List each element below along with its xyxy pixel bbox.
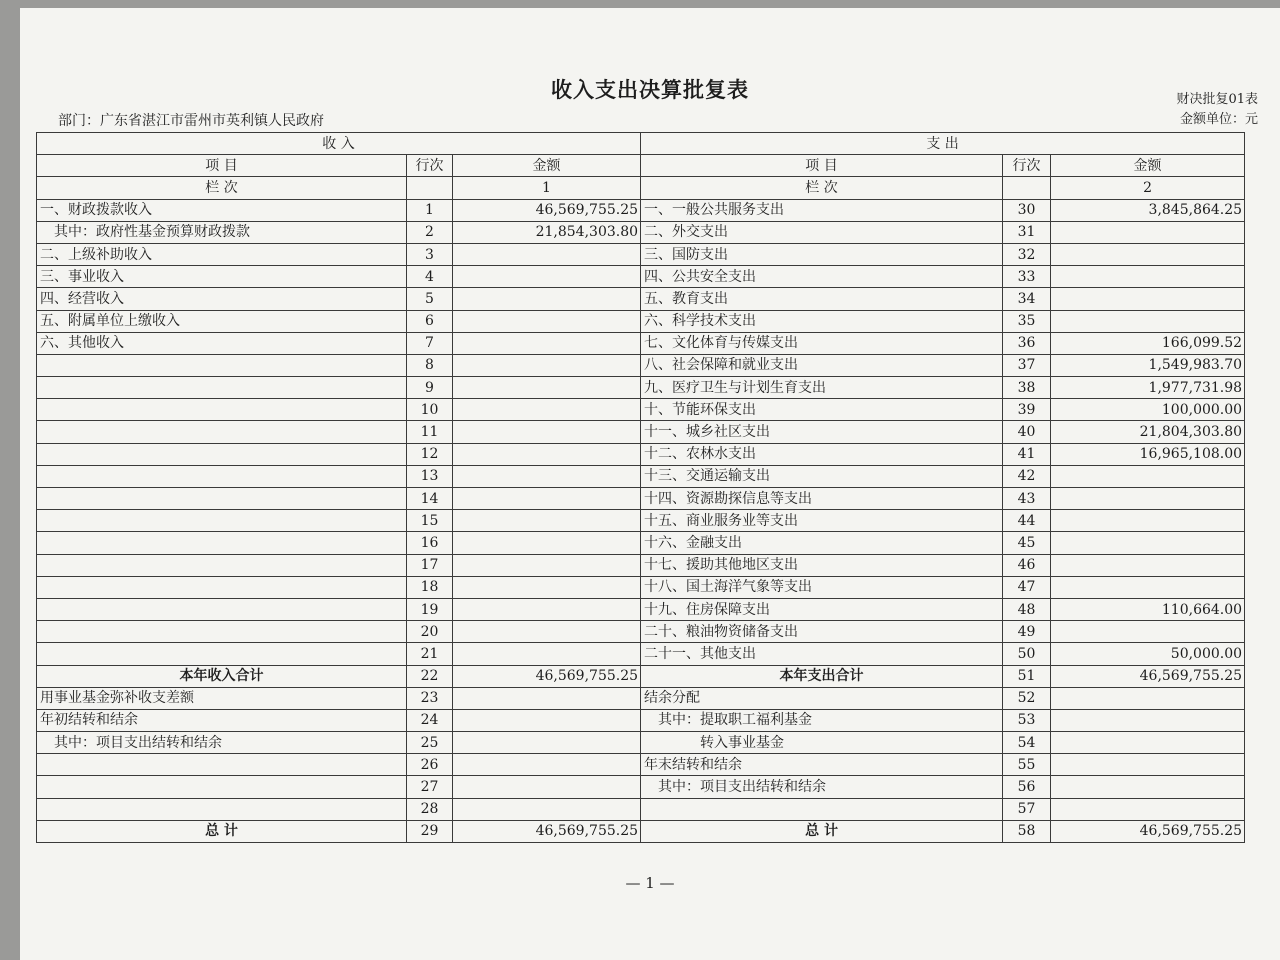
- expense-row-no-header: 行次: [1003, 155, 1051, 177]
- expense-item-cell: 四、公共安全支出: [641, 266, 1003, 288]
- expense-item-cell: 十六、金融支出: [641, 532, 1003, 554]
- table-row: [37, 687, 1245, 709]
- income-lanci-label: 栏 次: [37, 177, 407, 199]
- expense-amount-cell: 100,000.00: [1051, 399, 1245, 421]
- expense-item-cell: 十一、城乡社区支出: [641, 421, 1003, 443]
- income-item-cell: [37, 776, 407, 798]
- income-item-cell: 二、上级补助收入: [37, 243, 407, 265]
- expense-item-cell: 十四、资源勘探信息等支出: [641, 488, 1003, 510]
- income-amount-cell: [453, 288, 641, 310]
- expense-item-cell: 五、教育支出: [641, 288, 1003, 310]
- column-number-row: [37, 177, 1245, 199]
- expense-item-cell: 十、节能环保支出: [641, 399, 1003, 421]
- expense-amount-cell: 50,000.00: [1051, 643, 1245, 665]
- income-amount-cell: [453, 687, 641, 709]
- expense-item-cell: 本年支出合计: [641, 665, 1003, 687]
- income-row-number-cell: 16: [407, 532, 453, 554]
- expense-item-cell: 七、文化体育与传媒支出: [641, 332, 1003, 354]
- table-row: [37, 243, 1245, 265]
- table-row: [37, 221, 1245, 243]
- income-amount-cell: 46,569,755.25: [453, 820, 641, 842]
- expense-amount-cell: [1051, 221, 1245, 243]
- income-row-number-cell: 18: [407, 576, 453, 598]
- table-row: [37, 266, 1245, 288]
- expense-row-number-cell: 42: [1003, 465, 1051, 487]
- expense-item-cell: 转入事业基金: [641, 732, 1003, 754]
- expense-lanci-blank: [1003, 177, 1051, 199]
- income-item-cell: [37, 421, 407, 443]
- income-row-number-cell: 2: [407, 221, 453, 243]
- income-row-number-cell: 3: [407, 243, 453, 265]
- income-item-cell: 一、财政拨款收入: [37, 199, 407, 221]
- income-row-number-cell: 17: [407, 554, 453, 576]
- income-item-cell: 五、附属单位上缴收入: [37, 310, 407, 332]
- expense-row-number-cell: 35: [1003, 310, 1051, 332]
- expense-row-number-cell: 47: [1003, 576, 1051, 598]
- department-label: 部门：广东省湛江市雷州市英利镇人民政府: [58, 113, 324, 129]
- table-row: [37, 377, 1245, 399]
- income-row-number-cell: 19: [407, 598, 453, 620]
- expense-row-number-cell: 37: [1003, 354, 1051, 376]
- expense-row-number-cell: 30: [1003, 199, 1051, 221]
- expense-column-number: 2: [1051, 177, 1245, 199]
- income-row-number-cell: 12: [407, 443, 453, 465]
- income-row-number-cell: 6: [407, 310, 453, 332]
- income-row-number-cell: 4: [407, 266, 453, 288]
- expense-amount-cell: [1051, 776, 1245, 798]
- income-amount-cell: [453, 798, 641, 820]
- income-amount-cell: [453, 510, 641, 532]
- expense-item-cell: 十八、国土海洋气象等支出: [641, 576, 1003, 598]
- table-row: [37, 665, 1245, 687]
- expense-row-number-cell: 38: [1003, 377, 1051, 399]
- expense-item-cell: 年末结转和结余: [641, 754, 1003, 776]
- income-item-cell: 六、其他收入: [37, 332, 407, 354]
- income-amount-cell: [453, 354, 641, 376]
- income-row-number-cell: 9: [407, 377, 453, 399]
- expense-item-cell: 总 计: [641, 820, 1003, 842]
- expense-item-cell: 九、医疗卫生与计划生育支出: [641, 377, 1003, 399]
- table-row: [37, 598, 1245, 620]
- table-row: [37, 310, 1245, 332]
- table-row: [37, 709, 1245, 731]
- income-expense-table: [36, 132, 1245, 843]
- income-item-cell: 三、事业收入: [37, 266, 407, 288]
- table-row: [37, 621, 1245, 643]
- income-group-header: 收 入: [37, 133, 641, 155]
- expense-row-number-cell: 41: [1003, 443, 1051, 465]
- income-row-number-cell: 5: [407, 288, 453, 310]
- income-row-number-cell: 1: [407, 199, 453, 221]
- income-item-cell: 总 计: [37, 820, 407, 842]
- expense-amount-cell: 3,845,864.25: [1051, 199, 1245, 221]
- income-row-number-cell: 15: [407, 510, 453, 532]
- income-item-cell: 用事业基金弥补收支差额: [37, 687, 407, 709]
- expense-amount-cell: [1051, 288, 1245, 310]
- expense-item-cell: 二十一、其他支出: [641, 643, 1003, 665]
- column-header-row: [37, 155, 1245, 177]
- expense-row-number-cell: 46: [1003, 554, 1051, 576]
- expense-item-cell: 结余分配: [641, 687, 1003, 709]
- income-amount-cell: [453, 643, 641, 665]
- income-row-number-cell: 27: [407, 776, 453, 798]
- expense-amount-cell: [1051, 243, 1245, 265]
- expense-item-cell: 六、科学技术支出: [641, 310, 1003, 332]
- table-row: [37, 510, 1245, 532]
- income-amount-cell: [453, 776, 641, 798]
- income-item-cell: [37, 443, 407, 465]
- income-row-number-cell: 14: [407, 488, 453, 510]
- expense-amount-cell: [1051, 709, 1245, 731]
- income-lanci-blank: [407, 177, 453, 199]
- expense-item-cell: 二十、粮油物资储备支出: [641, 621, 1003, 643]
- expense-amount-cell: [1051, 488, 1245, 510]
- table-row: [37, 354, 1245, 376]
- expense-item-cell: 十九、住房保障支出: [641, 598, 1003, 620]
- expense-row-number-cell: 53: [1003, 709, 1051, 731]
- expense-row-number-cell: 51: [1003, 665, 1051, 687]
- expense-row-number-cell: 50: [1003, 643, 1051, 665]
- income-row-number-cell: 13: [407, 465, 453, 487]
- expense-amount-cell: [1051, 798, 1245, 820]
- income-amount-cell: [453, 554, 641, 576]
- income-item-cell: [37, 643, 407, 665]
- expense-amount-cell: 110,664.00: [1051, 598, 1245, 620]
- income-amount-cell: [453, 443, 641, 465]
- income-item-cell: [37, 354, 407, 376]
- income-row-number-cell: 25: [407, 732, 453, 754]
- expense-row-number-cell: 43: [1003, 488, 1051, 510]
- table-row: [37, 443, 1245, 465]
- expense-item-cell: 三、国防支出: [641, 243, 1003, 265]
- income-item-cell: [37, 488, 407, 510]
- income-item-cell: 四、经营收入: [37, 288, 407, 310]
- table-row: [37, 465, 1245, 487]
- expense-row-number-cell: 49: [1003, 621, 1051, 643]
- income-row-number-cell: 23: [407, 687, 453, 709]
- income-item-cell: [37, 576, 407, 598]
- income-row-number-cell: 21: [407, 643, 453, 665]
- income-row-number-cell: 20: [407, 621, 453, 643]
- income-amount-cell: [453, 732, 641, 754]
- income-row-number-cell: 26: [407, 754, 453, 776]
- expense-amount-header: 金额: [1051, 155, 1245, 177]
- income-row-number-cell: 8: [407, 354, 453, 376]
- income-row-number-cell: 22: [407, 665, 453, 687]
- expense-item-cell: 十五、商业服务业等支出: [641, 510, 1003, 532]
- expense-amount-cell: 46,569,755.25: [1051, 820, 1245, 842]
- expense-amount-cell: [1051, 576, 1245, 598]
- amount-unit-label: 金额单位：元: [1179, 112, 1258, 127]
- table-row: [37, 288, 1245, 310]
- income-amount-cell: [453, 709, 641, 731]
- income-amount-cell: [453, 754, 641, 776]
- expense-item-cell: 十三、交通运输支出: [641, 465, 1003, 487]
- expense-amount-cell: [1051, 510, 1245, 532]
- expense-amount-cell: [1051, 465, 1245, 487]
- income-amount-header: 金额: [453, 155, 641, 177]
- income-amount-cell: [453, 576, 641, 598]
- income-amount-cell: [453, 332, 641, 354]
- expense-row-number-cell: 40: [1003, 421, 1051, 443]
- income-amount-cell: [453, 598, 641, 620]
- table-row: [37, 554, 1245, 576]
- expense-amount-cell: [1051, 310, 1245, 332]
- income-amount-cell: 46,569,755.25: [453, 199, 641, 221]
- expense-amount-cell: [1051, 687, 1245, 709]
- expense-group-header: 支 出: [641, 133, 1245, 155]
- expense-row-number-cell: 34: [1003, 288, 1051, 310]
- table-row: [37, 532, 1245, 554]
- income-amount-cell: 46,569,755.25: [453, 665, 641, 687]
- table-row: [37, 332, 1245, 354]
- expense-item-cell: 八、社会保障和就业支出: [641, 354, 1003, 376]
- expense-row-number-cell: 39: [1003, 399, 1051, 421]
- expense-amount-cell: [1051, 266, 1245, 288]
- table-row: [37, 399, 1245, 421]
- table-row: [37, 421, 1245, 443]
- income-item-cell: 年初结转和结余: [37, 709, 407, 731]
- income-row-number-cell: 28: [407, 798, 453, 820]
- expense-row-number-cell: 45: [1003, 532, 1051, 554]
- form-code: 财决批复01表: [1176, 92, 1258, 107]
- expense-row-number-cell: 58: [1003, 820, 1051, 842]
- expense-amount-cell: 1,977,731.98: [1051, 377, 1245, 399]
- income-amount-cell: [453, 243, 641, 265]
- income-amount-cell: [453, 266, 641, 288]
- expense-row-number-cell: 36: [1003, 332, 1051, 354]
- table-row: [37, 576, 1245, 598]
- table-row: [37, 643, 1245, 665]
- income-amount-cell: [453, 621, 641, 643]
- group-header-row: [37, 133, 1245, 155]
- expense-item-header: 项 目: [641, 155, 1003, 177]
- expense-amount-cell: 16,965,108.00: [1051, 443, 1245, 465]
- income-amount-cell: [453, 421, 641, 443]
- expense-row-number-cell: 54: [1003, 732, 1051, 754]
- income-amount-cell: [453, 377, 641, 399]
- income-item-header: 项 目: [37, 155, 407, 177]
- income-item-cell: [37, 754, 407, 776]
- page-title: 收入支出决算批复表: [551, 78, 749, 102]
- income-row-number-cell: 11: [407, 421, 453, 443]
- document-page: [20, 8, 1280, 960]
- expense-amount-cell: [1051, 554, 1245, 576]
- table-row: [37, 754, 1245, 776]
- expense-row-number-cell: 52: [1003, 687, 1051, 709]
- income-item-cell: [37, 798, 407, 820]
- income-amount-cell: [453, 399, 641, 421]
- table-row: [37, 820, 1245, 842]
- income-amount-cell: [453, 532, 641, 554]
- expense-amount-cell: 1,549,983.70: [1051, 354, 1245, 376]
- expense-row-number-cell: 31: [1003, 221, 1051, 243]
- expense-lanci-label: 栏 次: [641, 177, 1003, 199]
- income-row-number-cell: 24: [407, 709, 453, 731]
- expense-item-cell: [641, 798, 1003, 820]
- expense-row-number-cell: 33: [1003, 266, 1051, 288]
- expense-row-number-cell: 32: [1003, 243, 1051, 265]
- income-item-cell: [37, 598, 407, 620]
- expense-item-cell: 其中：提取职工福利基金: [641, 709, 1003, 731]
- expense-item-cell: 十七、援助其他地区支出: [641, 554, 1003, 576]
- income-item-cell: 本年收入合计: [37, 665, 407, 687]
- table-row: [37, 798, 1245, 820]
- income-row-number-cell: 7: [407, 332, 453, 354]
- expense-item-cell: 二、外交支出: [641, 221, 1003, 243]
- income-item-cell: [37, 377, 407, 399]
- income-row-number-cell: 10: [407, 399, 453, 421]
- expense-item-cell: 十二、农林水支出: [641, 443, 1003, 465]
- income-item-cell: 其中：政府性基金预算财政拨款: [37, 221, 407, 243]
- expense-amount-cell: [1051, 621, 1245, 643]
- income-amount-cell: 21,854,303.80: [453, 221, 641, 243]
- table-row: [37, 199, 1245, 221]
- income-item-cell: [37, 399, 407, 421]
- income-row-number-cell: 29: [407, 820, 453, 842]
- expense-row-number-cell: 44: [1003, 510, 1051, 532]
- income-amount-cell: [453, 310, 641, 332]
- expense-row-number-cell: 55: [1003, 754, 1051, 776]
- income-amount-cell: [453, 488, 641, 510]
- expense-item-cell: 一、一般公共服务支出: [641, 199, 1003, 221]
- income-item-cell: 其中：项目支出结转和结余: [37, 732, 407, 754]
- table-row: [37, 732, 1245, 754]
- table-row: [37, 776, 1245, 798]
- expense-row-number-cell: 57: [1003, 798, 1051, 820]
- expense-amount-cell: 166,099.52: [1051, 332, 1245, 354]
- table-row: [37, 488, 1245, 510]
- income-item-cell: [37, 554, 407, 576]
- page-number: — 1 —: [625, 874, 675, 892]
- income-item-cell: [37, 465, 407, 487]
- income-amount-cell: [453, 465, 641, 487]
- income-column-number: 1: [453, 177, 641, 199]
- expense-row-number-cell: 48: [1003, 598, 1051, 620]
- income-item-cell: [37, 532, 407, 554]
- expense-amount-cell: [1051, 754, 1245, 776]
- expense-row-number-cell: 56: [1003, 776, 1051, 798]
- expense-amount-cell: [1051, 732, 1245, 754]
- income-item-cell: [37, 621, 407, 643]
- income-item-cell: [37, 510, 407, 532]
- expense-item-cell: 其中：项目支出结转和结余: [641, 776, 1003, 798]
- expense-amount-cell: 46,569,755.25: [1051, 665, 1245, 687]
- expense-amount-cell: [1051, 532, 1245, 554]
- income-row-no-header: 行次: [407, 155, 453, 177]
- expense-amount-cell: 21,804,303.80: [1051, 421, 1245, 443]
